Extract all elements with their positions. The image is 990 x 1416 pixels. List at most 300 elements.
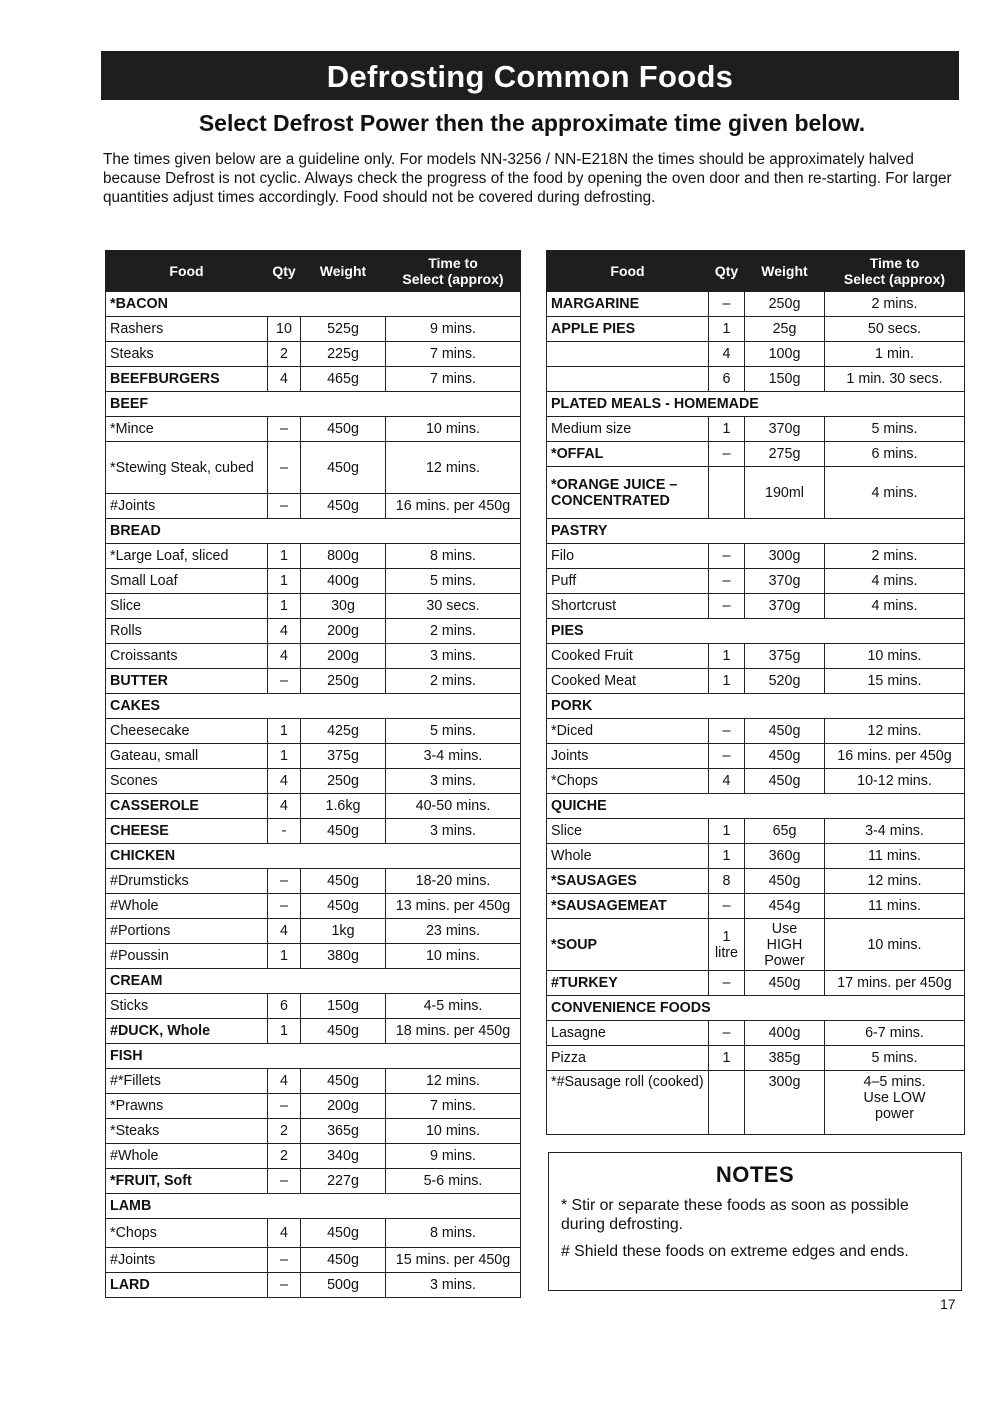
table-row [547,644,965,669]
category-label: QUICHE [547,794,965,819]
food-qty: 4 [268,769,301,794]
food-qty: – [709,894,745,919]
food-name: *Chops [106,1219,268,1248]
category-label: PLATED MEALS - HOMEMADE [547,392,965,417]
page-number: 17 [940,1296,956,1312]
food-qty: – [268,869,301,894]
table-row [106,342,521,367]
food-time: 16 mins. per 450g [825,744,965,769]
food-qty: 4 [268,1219,301,1248]
notes-box [548,1152,962,1291]
category-row [547,519,965,544]
table-row [106,1094,521,1119]
food-weight: 200g [301,644,386,669]
food-name: #Portions [106,919,268,944]
food-qty: – [268,1273,301,1298]
food-qty: – [709,971,745,996]
food-time: 10 mins. [825,919,965,971]
food-name: *Prawns [106,1094,268,1119]
table-row [106,819,521,844]
food-name: Joints [547,744,709,769]
food-time: 6-7 mins. [825,1021,965,1046]
food-weight: 190ml [745,467,825,519]
food-qty: 1 [268,594,301,619]
food-weight: 400g [745,1021,825,1046]
table-row [547,367,965,392]
food-qty: 1 [268,944,301,969]
food-weight: 400g [301,569,386,594]
food-weight [745,919,825,971]
food-time: 3 mins. [386,644,521,669]
table-row [106,442,521,494]
food-time: 2 mins. [386,619,521,644]
category-row [106,844,521,869]
food-name: Scones [106,769,268,794]
category-row [106,1044,521,1069]
food-name [547,342,709,367]
food-name: *ORANGE JUICE – CONCENTRATED [547,467,709,519]
food-weight: 225g [301,342,386,367]
food-time: 23 mins. [386,919,521,944]
food-time: 3-4 mins. [386,744,521,769]
category-row [106,969,521,994]
food-time: 5 mins. [386,719,521,744]
food-qty [709,467,745,519]
food-qty: 1 [709,819,745,844]
note-star: * Stir or separate these foods as soon as possible during defrosting. [561,1197,909,1233]
food-time: 12 mins. [825,869,965,894]
table-row [106,544,521,569]
food-qty: 1 [709,417,745,442]
food-name: *Chops [547,769,709,794]
food-name: Small Loaf [106,569,268,594]
table-row [547,669,965,694]
food-weight: 300g [745,544,825,569]
defrost-table-right [546,250,965,1135]
food-qty: – [268,1248,301,1273]
header-time-line2: Select (approx) [843,271,946,287]
table-row [106,594,521,619]
food-qty: – [709,744,745,769]
food-name: *Steaks [106,1119,268,1144]
food-weight: 500g [301,1273,386,1298]
table-row [106,769,521,794]
food-weight: 227g [301,1169,386,1194]
food-qty: 8 [709,869,745,894]
food-name: Whole [547,844,709,869]
category-label: CONVENIENCE FOODS [547,996,965,1021]
food-weight: 465g [301,367,386,392]
food-time: 12 mins. [386,442,521,494]
table-row [106,1169,521,1194]
food-qty: 4 [268,1069,301,1094]
food-time: 40-50 mins. [386,794,521,819]
food-time: 11 mins. [825,844,965,869]
table-row [106,1219,521,1248]
food-qty-line: litre [714,944,739,961]
table-row [106,1019,521,1044]
food-time-line: Use LOW [863,1090,926,1106]
food-weight: 1.6kg [301,794,386,819]
food-name: Croissants [106,644,268,669]
food-name: #Poussin [106,944,268,969]
food-name: *SAUSAGES [547,869,709,894]
food-qty: 1 [268,544,301,569]
food-qty: 4 [268,619,301,644]
food-qty: 1 [268,719,301,744]
table-row [106,919,521,944]
food-time: 2 mins. [386,669,521,694]
table-row [547,719,965,744]
food-time: 5 mins. [825,417,965,442]
food-time-line: 4–5 mins. [863,1074,926,1090]
food-qty: 4 [268,794,301,819]
food-weight: 375g [301,744,386,769]
food-weight: 450g [745,971,825,996]
food-weight: 150g [745,367,825,392]
food-qty: 2 [268,1119,301,1144]
table-row [547,971,965,996]
food-time: 2 mins. [825,544,965,569]
food-name: APPLE PIES [547,317,709,342]
food-weight: 275g [745,442,825,467]
food-time: 16 mins. per 450g [386,494,521,519]
food-name: Slice [547,819,709,844]
food-qty: – [268,669,301,694]
table-row [547,292,965,317]
table-row [547,844,965,869]
food-weight: 360g [745,844,825,869]
food-time: 5 mins. [825,1046,965,1071]
category-label: CREAM [106,969,521,994]
category-label: FISH [106,1044,521,1069]
food-time: 1 min. [825,342,965,367]
food-qty: 4 [709,769,745,794]
food-weight-line: Use [771,920,798,937]
header-time-line2: Select (approx) [402,271,504,287]
food-name: BEEFBURGERS [106,367,268,392]
table-row [106,317,521,342]
food-name: Sticks [106,994,268,1019]
food-name: Puff [547,569,709,594]
food-name: *Diced [547,719,709,744]
food-qty [709,919,745,971]
table-row [106,1248,521,1273]
food-time: 6 mins. [825,442,965,467]
defrost-table-left [105,250,521,1298]
food-time: 9 mins. [386,1144,521,1169]
food-time: 30 secs. [386,594,521,619]
food-qty: 6 [268,994,301,1019]
food-name: BUTTER [106,669,268,694]
food-weight: 370g [745,417,825,442]
food-qty: – [709,594,745,619]
table-row [106,417,521,442]
food-qty: 1 [709,317,745,342]
food-weight: 365g [301,1119,386,1144]
food-qty: 2 [268,342,301,367]
food-name: #DUCK, Whole [106,1019,268,1044]
table-row [106,1119,521,1144]
food-weight: 450g [301,1069,386,1094]
food-qty: - [268,819,301,844]
food-qty: 4 [268,644,301,669]
food-name: CASSEROLE [106,794,268,819]
food-weight: 450g [301,819,386,844]
table-row [547,769,965,794]
header-time [386,251,521,292]
food-weight: 450g [301,894,386,919]
food-name: LARD [106,1273,268,1298]
food-qty: 1 [709,1046,745,1071]
food-name: Cooked Meat [547,669,709,694]
food-time: 7 mins. [386,367,521,392]
table-row [106,1273,521,1298]
table-row [106,367,521,392]
food-weight: 450g [301,1219,386,1248]
note-hash: # Shield these foods on extreme edges and ends. [561,1243,909,1260]
food-time: 4 mins. [825,569,965,594]
table-row [547,744,965,769]
food-time: 15 mins. per 450g [386,1248,521,1273]
food-name: *OFFAL [547,442,709,467]
category-row [547,996,965,1021]
food-name: Rolls [106,619,268,644]
table-row [106,644,521,669]
food-weight: 250g [745,292,825,317]
food-name: *SAUSAGEMEAT [547,894,709,919]
table-row [106,719,521,744]
food-qty: 4 [268,367,301,392]
table-row [547,342,965,367]
table-row [547,1046,965,1071]
table-header-row [547,251,965,292]
food-time: 10 mins. [386,944,521,969]
food-name: Medium size [547,417,709,442]
food-name: #Whole [106,894,268,919]
food-weight: 450g [745,869,825,894]
food-name: Shortcrust [547,594,709,619]
food-weight: 375g [745,644,825,669]
food-weight: 450g [301,1248,386,1273]
food-weight: 1kg [301,919,386,944]
food-name: *#Sausage roll (cooked) [547,1071,709,1135]
food-time: 18 mins. per 450g [386,1019,521,1044]
food-name [547,367,709,392]
table-row [547,467,965,519]
food-name: #Joints [106,494,268,519]
food-time: 12 mins. [386,1069,521,1094]
table-row [106,569,521,594]
food-weight: 370g [745,594,825,619]
food-name: *SOUP [547,919,709,971]
header-qty: Qty [268,251,301,292]
food-qty: – [268,417,301,442]
header-time-line1: Time to [428,255,478,271]
food-time: 10-12 mins. [825,769,965,794]
food-name: Lasagne [547,1021,709,1046]
table-row [106,744,521,769]
food-time: 18-20 mins. [386,869,521,894]
food-name: Slice [106,594,268,619]
table-row [106,1144,521,1169]
category-label: LAMB [106,1194,521,1219]
food-name: Filo [547,544,709,569]
category-row [547,794,965,819]
food-weight: 454g [745,894,825,919]
food-name: Pizza [547,1046,709,1071]
food-name: #Joints [106,1248,268,1273]
header-weight: Weight [301,251,386,292]
food-name: *Large Loaf, sliced [106,544,268,569]
food-qty: – [268,894,301,919]
category-row [547,392,965,417]
header-time [825,251,965,292]
food-time: 13 mins. per 450g [386,894,521,919]
table-row [547,919,965,971]
food-weight: 100g [745,342,825,367]
table-row [547,869,965,894]
food-time: 8 mins. [386,1219,521,1248]
food-time: 1 min. 30 secs. [825,367,965,392]
food-weight: 385g [745,1046,825,1071]
food-time [825,1071,965,1135]
food-weight: 25g [745,317,825,342]
food-qty: – [709,442,745,467]
table-row [547,1021,965,1046]
food-weight: 340g [301,1144,386,1169]
food-weight-line: HIGH [766,936,803,953]
page-title-banner: Defrosting Common Foods [101,51,959,100]
header-qty: Qty [709,251,745,292]
food-weight: 450g [745,744,825,769]
food-weight: 425g [301,719,386,744]
table-row [547,594,965,619]
food-time: 15 mins. [825,669,965,694]
food-weight: 450g [301,494,386,519]
food-time: 5 mins. [386,569,521,594]
category-label: CAKES [106,694,521,719]
food-qty: 1 [709,669,745,694]
category-label: BREAD [106,519,521,544]
food-qty: – [709,1021,745,1046]
category-label: PASTRY [547,519,965,544]
food-time: 4-5 mins. [386,994,521,1019]
food-qty: 10 [268,317,301,342]
food-time: 9 mins. [386,317,521,342]
table-row [547,1071,965,1135]
food-weight: 150g [301,994,386,1019]
food-qty: – [268,494,301,519]
food-qty: 4 [268,919,301,944]
category-label: BEEF [106,392,521,417]
food-weight: 450g [301,417,386,442]
food-time: 50 secs. [825,317,965,342]
food-weight: 370g [745,569,825,594]
category-row [106,694,521,719]
food-qty: 1 [268,1019,301,1044]
table-row [547,819,965,844]
category-row [106,1194,521,1219]
category-label: PORK [547,694,965,719]
food-weight: 200g [301,619,386,644]
food-weight: 300g [745,1071,825,1135]
food-qty: – [709,292,745,317]
notes-heading: NOTES [715,1162,795,1187]
food-time: 4 mins. [825,594,965,619]
category-row [547,619,965,644]
food-qty: 6 [709,367,745,392]
food-name: #TURKEY [547,971,709,996]
table-row [547,569,965,594]
intro-paragraph: The times given below are a guideline only. For models NN-3256 / NN-E218N the times should be approximately halved because Defrost is not cyclic. Always check the progress of the food by opening the oven door and then re-starting. For larger quantities adjust times accordingly. Food should not be covered during defrosting. [103,151,952,206]
food-name: Steaks [106,342,268,367]
food-name: *FRUIT, Soft [106,1169,268,1194]
table-row [106,894,521,919]
header-food: Food [106,251,268,292]
food-qty: 2 [268,1144,301,1169]
food-qty: – [268,442,301,494]
food-weight: 525g [301,317,386,342]
food-name: CHEESE [106,819,268,844]
food-weight: 30g [301,594,386,619]
food-time: 4 mins. [825,467,965,519]
food-qty: 4 [709,342,745,367]
table-row [106,669,521,694]
category-row [106,392,521,417]
category-row [106,292,521,317]
category-label: CHICKEN [106,844,521,869]
table-row [106,1069,521,1094]
food-time: 3 mins. [386,1273,521,1298]
food-time: 7 mins. [386,1094,521,1119]
food-time: 10 mins. [386,417,521,442]
food-weight: 450g [745,769,825,794]
food-time: 3 mins. [386,769,521,794]
page-subtitle: Select Defrost Power then the approximate time given below. [198,110,866,136]
food-name: Rashers [106,317,268,342]
food-weight: 450g [301,442,386,494]
food-name: *Mince [106,417,268,442]
food-time-line: power [875,1106,914,1122]
table-row [547,544,965,569]
food-qty: – [268,1169,301,1194]
table-row [106,794,521,819]
food-name: #*Fillets [106,1069,268,1094]
food-weight: 450g [301,1019,386,1044]
food-qty [709,1071,745,1135]
food-name: *Stewing Steak, cubed [106,442,268,494]
food-time: 7 mins. [386,342,521,367]
food-weight-line: Power [764,952,805,969]
table-row [106,619,521,644]
category-row [547,694,965,719]
table-row [106,869,521,894]
food-time: 12 mins. [825,719,965,744]
food-qty: 1 [268,744,301,769]
food-weight: 250g [301,669,386,694]
category-label: *BACON [106,292,521,317]
table-row [547,442,965,467]
food-weight: 65g [745,819,825,844]
header-weight: Weight [745,251,825,292]
food-time: 10 mins. [825,644,965,669]
food-weight: 800g [301,544,386,569]
food-time: 2 mins. [825,292,965,317]
food-weight: 520g [745,669,825,694]
food-qty: 1 [709,844,745,869]
header-food: Food [547,251,709,292]
